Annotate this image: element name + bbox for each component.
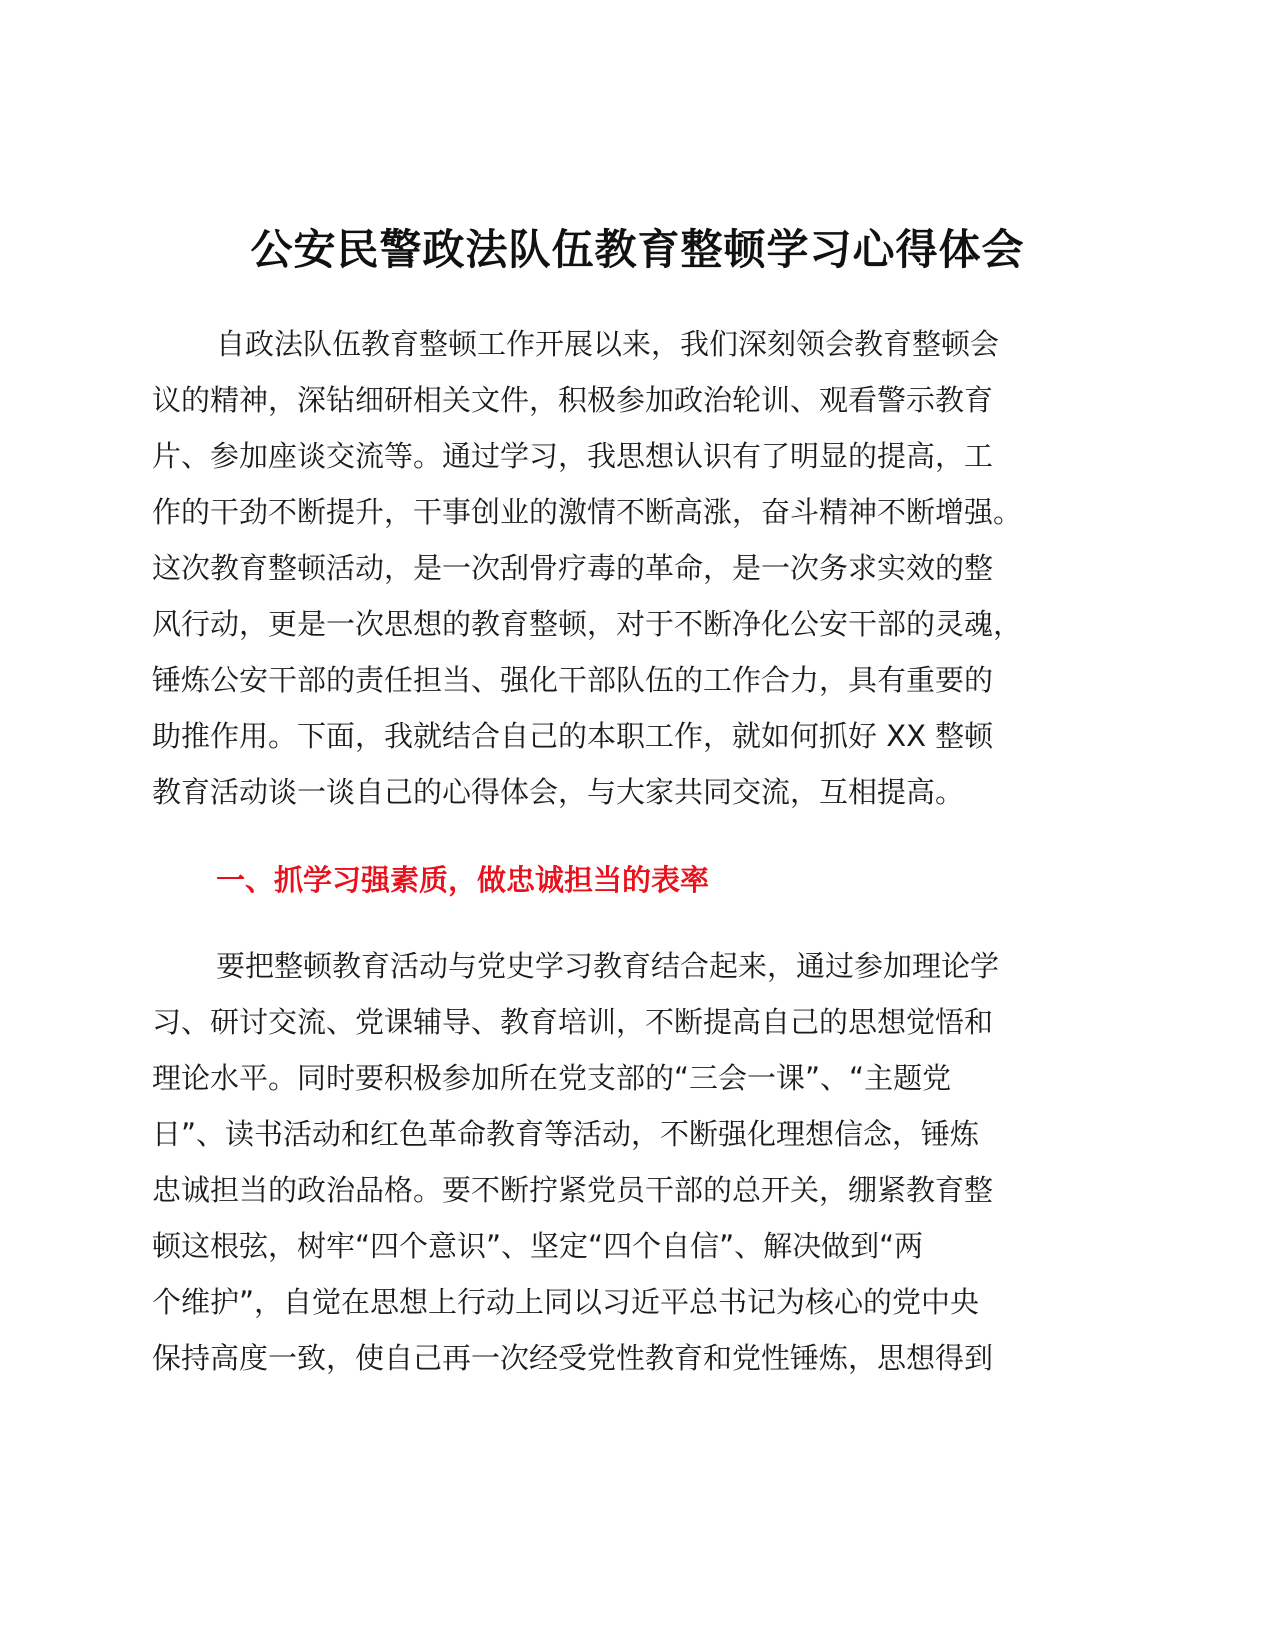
paragraph-line: 风行动，更是一次思想的教育整顿，对于不断净化公安干部的灵魂， [152, 607, 1023, 641]
paragraph-line: 忠诚担当的政治品格。要不断拧紧党员干部的总开关，绷紧教育整 [152, 1173, 994, 1207]
paragraph-line: 理论水平。同时要积极参加所在党支部的“三会一课”、“主题党 [152, 1061, 952, 1095]
paragraph-line: 教育活动谈一谈自己的心得体会，与大家共同交流，互相提高。 [152, 775, 965, 809]
paragraph-line: 锤炼公安干部的责任担当、强化干部队伍的工作合力，具有重要的 [152, 663, 994, 697]
paragraph-intro [152, 316, 1132, 820]
paragraph-section-one [152, 938, 1132, 1386]
paragraph-line: 保持高度一致，使自己再一次经受党性教育和党性锤炼，思想得到 [152, 1341, 994, 1375]
paragraph-line: 片、参加座谈交流等。通过学习，我思想认识有了明显的提高，工 [152, 439, 994, 473]
paragraph-line: 习、研讨交流、党课辅导、教育培训，不断提高自己的思想觉悟和 [152, 1005, 994, 1039]
section-heading: 一、抓学习强素质，做忠诚担当的表率 [216, 863, 710, 897]
paragraph-line: 作的干劲不断提升，干事创业的激情不断高涨，奋斗精神不断增强。 [152, 495, 1023, 529]
paragraph-line: 个维护”，自觉在思想上行动上同以习近平总书记为核心的党中央 [152, 1285, 980, 1319]
paragraph-line: 日”、读书活动和红色革命教育等活动，不断强化理想信念，锤炼 [152, 1117, 980, 1151]
paragraph-line: 顿这根弦，树牢“四个意识”、坚定“四个自信”、解决做到“两 [152, 1229, 924, 1263]
paragraph-line: 议的精神，深钻细研相关文件，积极参加政治轮训、观看警示教育 [152, 383, 994, 417]
document-title: 公安民警政法队伍教育整顿学习心得体会 [250, 225, 1025, 274]
paragraph-line: 助推作用。下面，我就结合自己的本职工作，就如何抓好 XX 整顿 [152, 719, 994, 753]
paragraph-line: 自政法队伍教育整顿工作开展以来，我们深刻领会教育整顿会 [216, 327, 1000, 361]
paragraph-line: 这次教育整顿活动，是一次刮骨疗毒的革命，是一次务求实效的整 [152, 551, 994, 585]
paragraph-line: 要把整顿教育活动与党史学习教育结合起来，通过参加理论学 [216, 949, 1000, 983]
